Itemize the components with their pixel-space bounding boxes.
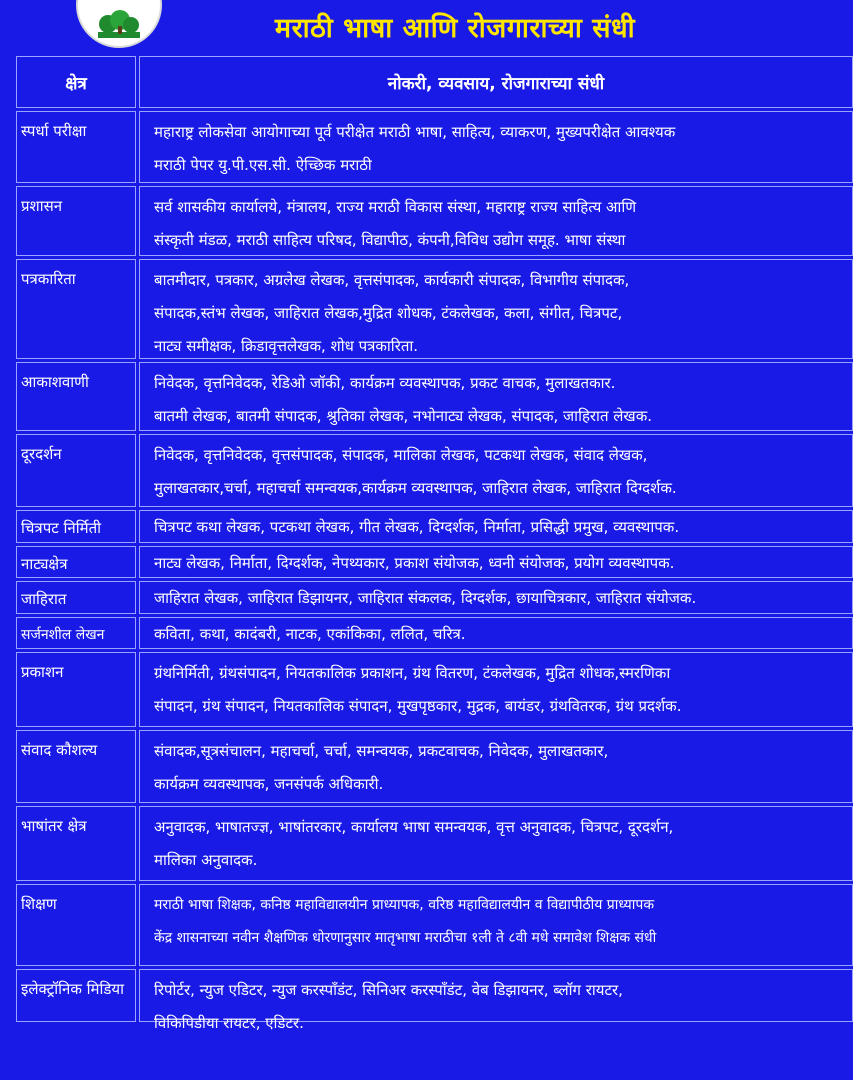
- jobs-line: मराठी भाषा शिक्षक, कनिष्ठ महाविद्यालयीन प्राध्यापक, वरिष्ठ महाविद्यालयीन व विद्यापीठीय प्राध्यापक: [154, 897, 655, 913]
- jobs-cell: [139, 259, 853, 359]
- jobs-line: संवादक,सूत्रसंचालन, महाचर्चा, चर्चा, समन्वयक, प्रकटवाचक, निवेदक, मुलाखतकार,: [154, 742, 609, 760]
- jobs-cell: [139, 186, 853, 256]
- jobs-line: संपादक,स्तंभ लेखक, जाहिरात लेखक,मुद्रित शोधक, टंकलेखक, कला, संगीत, चित्रपट,: [154, 304, 623, 322]
- area-cell: प्रशासन: [16, 186, 136, 256]
- jobs-cell: [139, 362, 853, 431]
- area-cell: शिक्षण: [16, 884, 136, 966]
- jobs-cell: [139, 111, 853, 183]
- jobs-line: रिपोर्टर, न्युज एडिटर, न्युज करस्पाँडंट, सिनिअर करस्पाँडंट, वेब डिझायनर, ब्लॉग रायटर,: [154, 981, 623, 999]
- jobs-cell: [139, 617, 853, 649]
- jobs-line: मराठी पेपर यु.पी.एस.सी. ऐच्छिक मराठी: [154, 156, 372, 174]
- jobs-line: अनुवादक, भाषातज्ज्ञ, भाषांतरकार, कार्यालय भाषा समन्वयक, वृत्त अनुवादक, चित्रपट, दूरदर्शन,: [154, 818, 674, 836]
- area-cell: आकाशवाणी: [16, 362, 136, 431]
- area-cell: भाषांतर क्षेत्र: [16, 806, 136, 881]
- jobs-line: बातमी लेखक, बातमी संपादक, श्रुतिका लेखक, नभोनाट्य लेखक, संपादक, जाहिरात लेखक.: [154, 407, 652, 425]
- jobs-cell: [139, 510, 853, 543]
- area-cell: दूरदर्शन: [16, 434, 136, 507]
- jobs-line: विकिपिडीया रायटर, एडिटर.: [154, 1014, 304, 1032]
- jobs-line: केंद्र शासनाच्या नवीन शैक्षणिक धोरणानुसार मातृभाषा मराठीचा १ली ते ८वी मधे समावेश शिक्षक संधी: [154, 930, 657, 946]
- jobs-line: नाट्य लेखक, निर्माता, दिग्दर्शक, नेपथ्यकार, प्रकाश संयोजक, ध्वनी संयोजक, प्रयोग व्यवस्थापक.: [154, 554, 675, 572]
- area-cell: स्पर्धा परीक्षा: [16, 111, 136, 183]
- header-area: क्षेत्र: [16, 56, 136, 108]
- jobs-cell: [139, 806, 853, 881]
- career-table: [16, 56, 850, 1080]
- jobs-line: कविता, कथा, कादंबरी, नाटक, एकांकिका, ललित, चरित्र.: [154, 625, 466, 643]
- jobs-line: ग्रंथनिर्मिती, ग्रंथसंपादन, नियतकालिक प्रकाशन, ग्रंथ वितरण, टंकलेखक, मुद्रित शोधक,स्मरणिका: [154, 664, 671, 682]
- jobs-line: बातमीदार, पत्रकार, अग्रलेख लेखक, वृत्तसंपादक, कार्यकारी संपादक, विभागीय संपादक,: [154, 271, 630, 289]
- jobs-line: नाट्य समीक्षक, क्रिडावृत्तलेखक, शोध पत्रकारिता.: [154, 337, 419, 355]
- jobs-cell: [139, 969, 853, 1032]
- jobs-line: संस्कृती मंडळ, मराठी साहित्य परिषद, विद्यापीठ, कंपनी,विविध उद्योग समूह. भाषा संस्था: [154, 231, 626, 249]
- jobs-cell: [139, 652, 853, 727]
- area-cell: इलेक्ट्रॉनिक मिडिया: [16, 969, 136, 1022]
- jobs-cell: [139, 546, 853, 578]
- jobs-cell: [139, 581, 853, 614]
- area-cell: पत्रकारिता: [16, 259, 136, 359]
- area-cell: सर्जनशील लेखन: [16, 617, 136, 649]
- page-title: मराठी भाषा आणि रोजगाराच्या संधी: [274, 13, 636, 44]
- jobs-line: महाराष्ट्र लोकसेवा आयोगाच्या पूर्व परीक्षेत मराठी भाषा, साहित्य, व्याकरण, मुख्यपरीक्षेत आवश्यक: [154, 123, 676, 141]
- jobs-line: निवेदक, वृत्तनिवेदक, रेडिओ जॉकी, कार्यक्रम व्यवस्थापक, प्रकट वाचक, मुलाखतकार.: [154, 374, 616, 392]
- header-opportunities: नोकरी, व्यवसाय, रोजगाराच्या संधी: [139, 56, 853, 108]
- jobs-line: कार्यक्रम व्यवस्थापक, जनसंपर्क अधिकारी.: [154, 775, 384, 793]
- jobs-line: जाहिरात लेखक, जाहिरात डिझायनर, जाहिरात संकलक, दिग्दर्शक, छायाचित्रकार, जाहिरात संयोजक.: [154, 589, 697, 607]
- jobs-line: निवेदक, वृत्तनिवेदक, वृत्तसंपादक, संपादक, मालिका लेखक, पटकथा लेखक, संवाद लेखक,: [154, 446, 648, 464]
- jobs-cell: [139, 434, 853, 507]
- jobs-line: संपादन, ग्रंथ संपादन, नियतकालिक संपादन, मुखपृष्ठकार, मुद्रक, बायंडर, ग्रंथवितरक, ग्रंथ प्रदर्शक.: [154, 697, 682, 715]
- area-cell: संवाद कौशल्य: [16, 730, 136, 803]
- jobs-cell: [139, 884, 853, 966]
- jobs-cell: [139, 730, 853, 803]
- area-cell: चित्रपट निर्मिती: [16, 510, 136, 543]
- area-cell: प्रकाशन: [16, 652, 136, 727]
- jobs-line: सर्व शासकीय कार्यालये, मंत्रालय, राज्य मराठी विकास संस्था, महाराष्ट्र राज्य साहित्य आणि: [154, 198, 637, 216]
- area-cell: नाट्यक्षेत्र: [16, 546, 136, 578]
- area-cell: जाहिरात: [16, 581, 136, 614]
- jobs-line: मालिका अनुवादक.: [154, 851, 258, 869]
- jobs-line: चित्रपट कथा लेखक, पटकथा लेखक, गीत लेखक, दिग्दर्शक, निर्माता, प्रसिद्धी प्रमुख, व्यवस्थापक.: [154, 518, 680, 536]
- jobs-line: मुलाखतकार,चर्चा, महाचर्चा समन्वयक,कार्यक्रम व्यवस्थापक, जाहिरात लेखक, जाहिरात दिग्दर्शक.: [154, 479, 677, 497]
